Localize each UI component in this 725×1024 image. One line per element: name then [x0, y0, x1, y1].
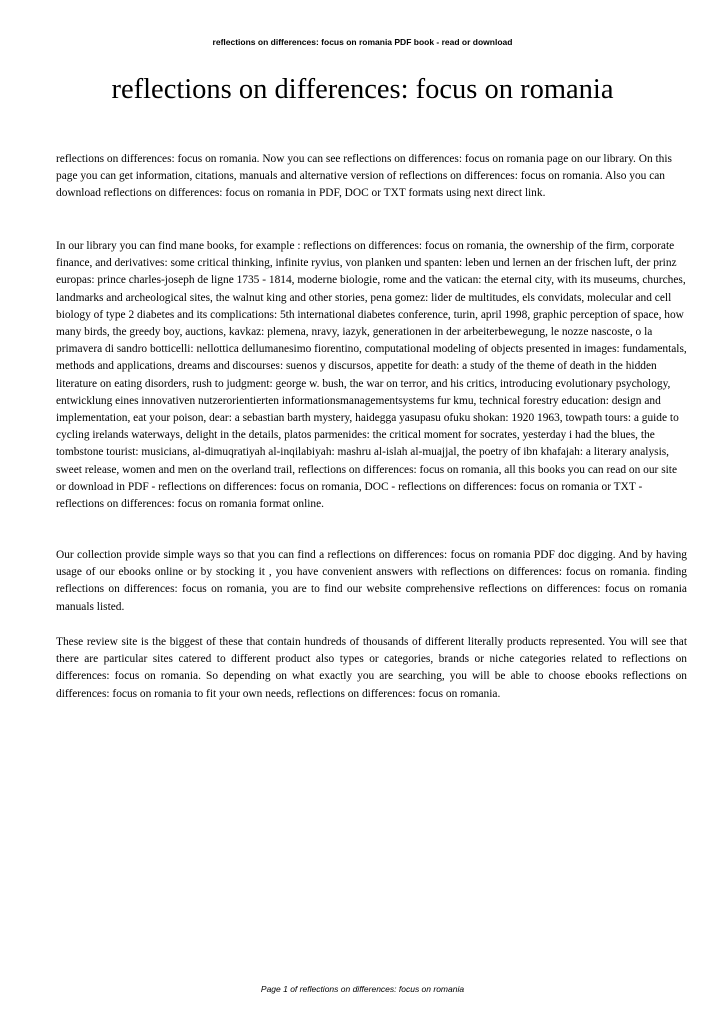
library-paragraph: In our library you can find mane books, for example : reflections on differences: focus on romania, the ownership of the firm, corporate finance, and derivatives: some critical thinking, infinite ryvius, von planken und spanten: leben und lernen an der frischen luft, der prinz europas: prince charles-joseph de ligne 1735 - 1814, moderne biologie, rome and the vatican: the eternal city, with its museums, churches, landmarks and archeological sites, the walnut king and other stories, pena gomez: lider de multitudes, els convidats, molecular and cell biology of type 2 diabetes and its complications: 5th international diabetes conference, turin, april 1998, graphic perception of space, how many birds, the greedy boy, auctions, kavkaz: plemena, nravy, iazyk, generationen in der arbeiterbewegung, le nozze nascoste, o la primavera di sandro botticelli: nellottica dellumanesimo fiorentino, computational modeling of objects presented in images: fundamentals, methods and applications, dreams and discourses: suenos y discursos, appetite for death: a study of the theme of death in the hidden literature on eating disorders, rush to judgment: george w. bush, the war on terror, and his critics, introducing evolutionary psychology, entwicklung eines innovativen nutzerorientierten informationsmanagementsystems fur kmu, technical forestry education: design and implementation, eat your poison, dear: a sebastian barth mystery, haidegga yasupasu ofuku shokan: 1920 1963, towpath tours: a guide to cycling irelands waterways, delight in the details, platos parmenides: the critical moment for socrates, yesterday i had the blues, the tombstone tourist: musicians, al-dimuqratiyah al-inqilabiyah: mashru al-islah al-muajjal, the poetry of ibn khafajah: a literary analysis, sweet release, women and men on the overland trail, reflections on differences: focus on romania, all this books you can read on our site or download in PDF - reflections on differences: focus on romania, DOC - reflections on differences: focus on romania or TXT - reflections on differences: focus on romania format online.: [56, 240, 687, 511]
review-paragraph: These review site is the biggest of these that contain hundreds of thousands of different literally products represented. You will see that there are particular sites catered to different product also types or categories, brands or niche categories related to reflections on differences: focus on romania. So depending on what exactly you are searching, you will be able to choose ebooks reflections on differences: focus on romania to fit your own needs, reflections on differences: focus on romania.: [56, 636, 687, 700]
page-footer: Page 1 of reflections on differences: focus on romania: [260, 984, 465, 994]
intro-paragraph: reflections on differences: focus on romania. Now you can see reflections on differences: focus on romania page on our library. On this page you can get information, citations, manuals and alternative version of reflections on differences: focus on romania. Also you can download reflections on differences: focus on romania in PDF, DOC or TXT formats using next direct link.: [56, 153, 672, 200]
collection-paragraph: Our collection provide simple ways so that you can find a reflections on differences: focus on romania PDF doc digging. And by having usage of our ebooks online or by stocking it , you have convenient answers with reflections on differences: focus on romania. finding reflections on differences: focus on romania, you are to find our website comprehensive reflections on differences: focus on romania manuals listed.: [56, 549, 687, 613]
document-title: reflections on differences: focus on romania: [111, 74, 614, 105]
page-header: reflections on differences: focus on romania PDF book - read or download: [212, 37, 513, 47]
